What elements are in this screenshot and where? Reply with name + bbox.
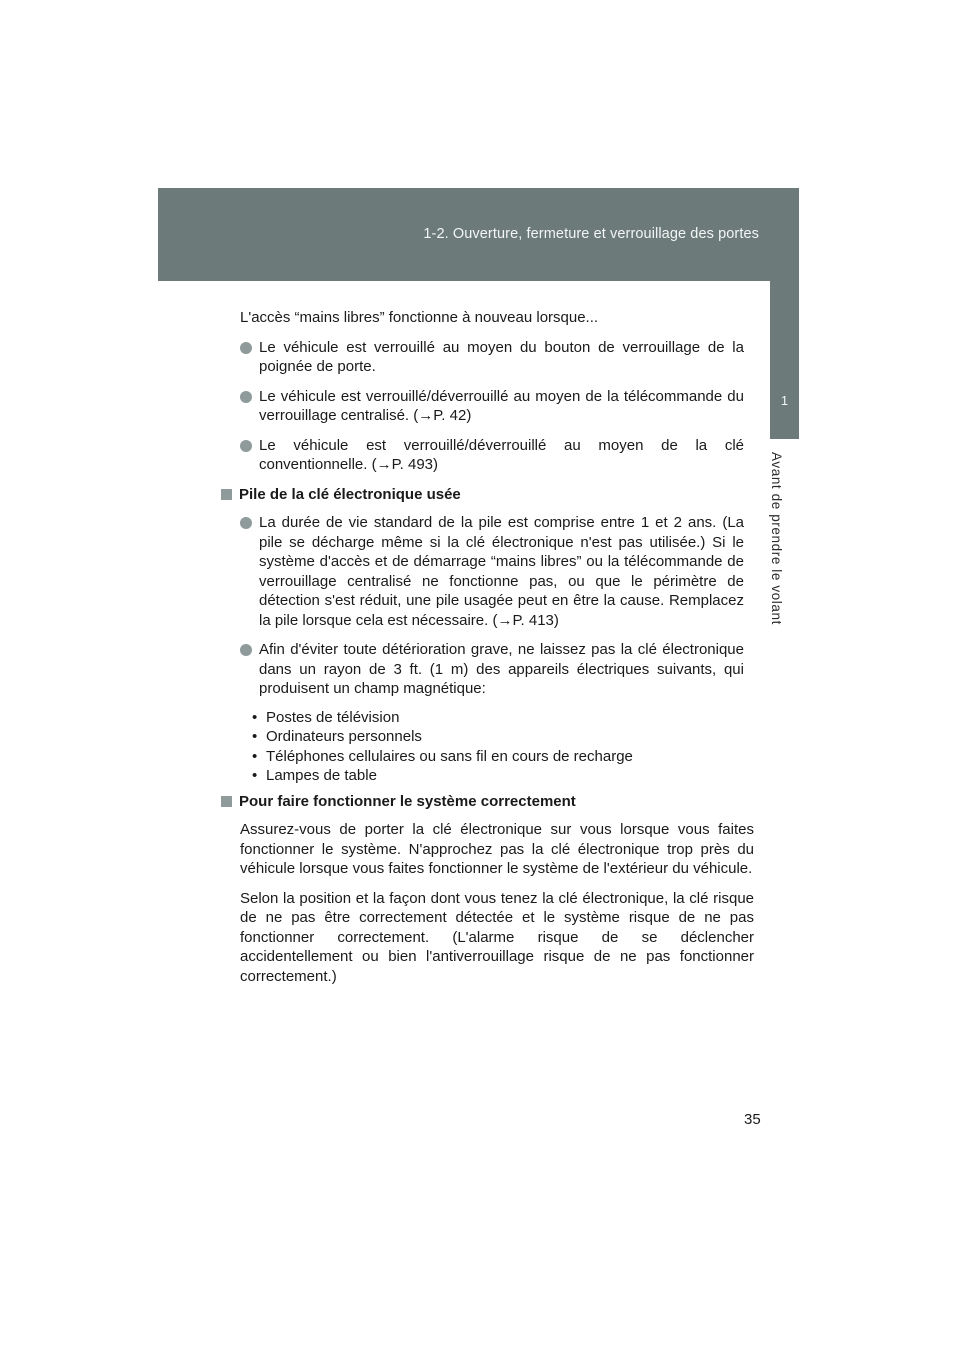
bullet-dot-icon: [240, 644, 252, 656]
list-item: Le véhicule est verrouillé/déverrouillé au moyen de la télécommande du verrouillage centralisé. (→P. 42): [240, 387, 744, 426]
list-item: La durée de vie standard de la pile est comprise entre 1 et 2 ans. (La pile se décharge même si la clé électronique n'est pas utilisée.) Si le système d'accès et de démarrage “mains libres” ou la télécommande de verrouillage centralisé ne fonctionne pas, ou que le périmètre de détection s'est réduit, une pile usagée peut en être la cause. Remplacez la pile lorsque cela est nécessaire. (→P. 413): [240, 513, 744, 630]
header-band: [158, 188, 799, 281]
chapter-tab: [770, 281, 799, 439]
section-heading-operation: Pour faire fonctionner le système correctement: [220, 792, 754, 812]
device-list-item: • Ordinateurs personnels: [252, 728, 422, 745]
list-item: Le véhicule est verrouillé/déverrouillé au moyen de la clé conventionnelle. (→P. 493): [240, 436, 744, 475]
operation-paragraph: Selon la position et la façon dont vous tenez la clé électronique, la clé risque de ne pas être correctement détectée et le système risque de ne pas fonctionner correctement. (L'alarme risque de se déclencher accidentellement ou bien l'antiverrouillage risque de ne pas fonctionner correctement.): [240, 889, 754, 985]
list-item: Le véhicule est verrouillé au moyen du bouton de verrouillage de la poignée de porte.: [240, 338, 744, 377]
bullet-dot-icon: [240, 517, 252, 529]
bullet-dot-icon: [240, 440, 252, 452]
chapter-title: Avant de prendre le volant: [769, 452, 784, 625]
bullet-dot-icon: [240, 342, 252, 354]
intro-text: L'accès “mains libres” fonctionne à nouveau lorsque...: [240, 309, 599, 326]
square-bullet-icon: [221, 489, 232, 500]
page-content: [220, 308, 754, 986]
list-item: Afin d'éviter toute détérioration grave, ne laissez pas la clé électronique dans un rayon de 3 ft. (1 m) des appareils électriques suivants, qui produisent un champ magnétique:: [240, 640, 744, 699]
bullet-dot-icon: [240, 391, 252, 403]
chapter-number: 1: [780, 393, 789, 408]
device-list-item: • Postes de télévision: [252, 708, 400, 726]
square-bullet-icon: [221, 796, 232, 807]
device-list-item: • Téléphones cellulaires ou sans fil en cours de recharge: [252, 747, 633, 765]
page-number: 35: [744, 1111, 761, 1128]
section-heading-battery: Pile de la clé électronique usée: [220, 485, 754, 505]
device-list-item: • Lampes de table: [252, 767, 377, 784]
section-title: 1-2. Ouverture, fermeture et verrouillage des portes: [423, 226, 759, 242]
device-list: [252, 708, 754, 786]
operation-paragraph: Assurez-vous de porter la clé électronique sur vous lorsque vous faites fonctionner le système. N'approchez pas la clé électronique trop près du véhicule lorsque vous faites fonctionner le système de l'extérieur du véhicule.: [240, 821, 754, 877]
